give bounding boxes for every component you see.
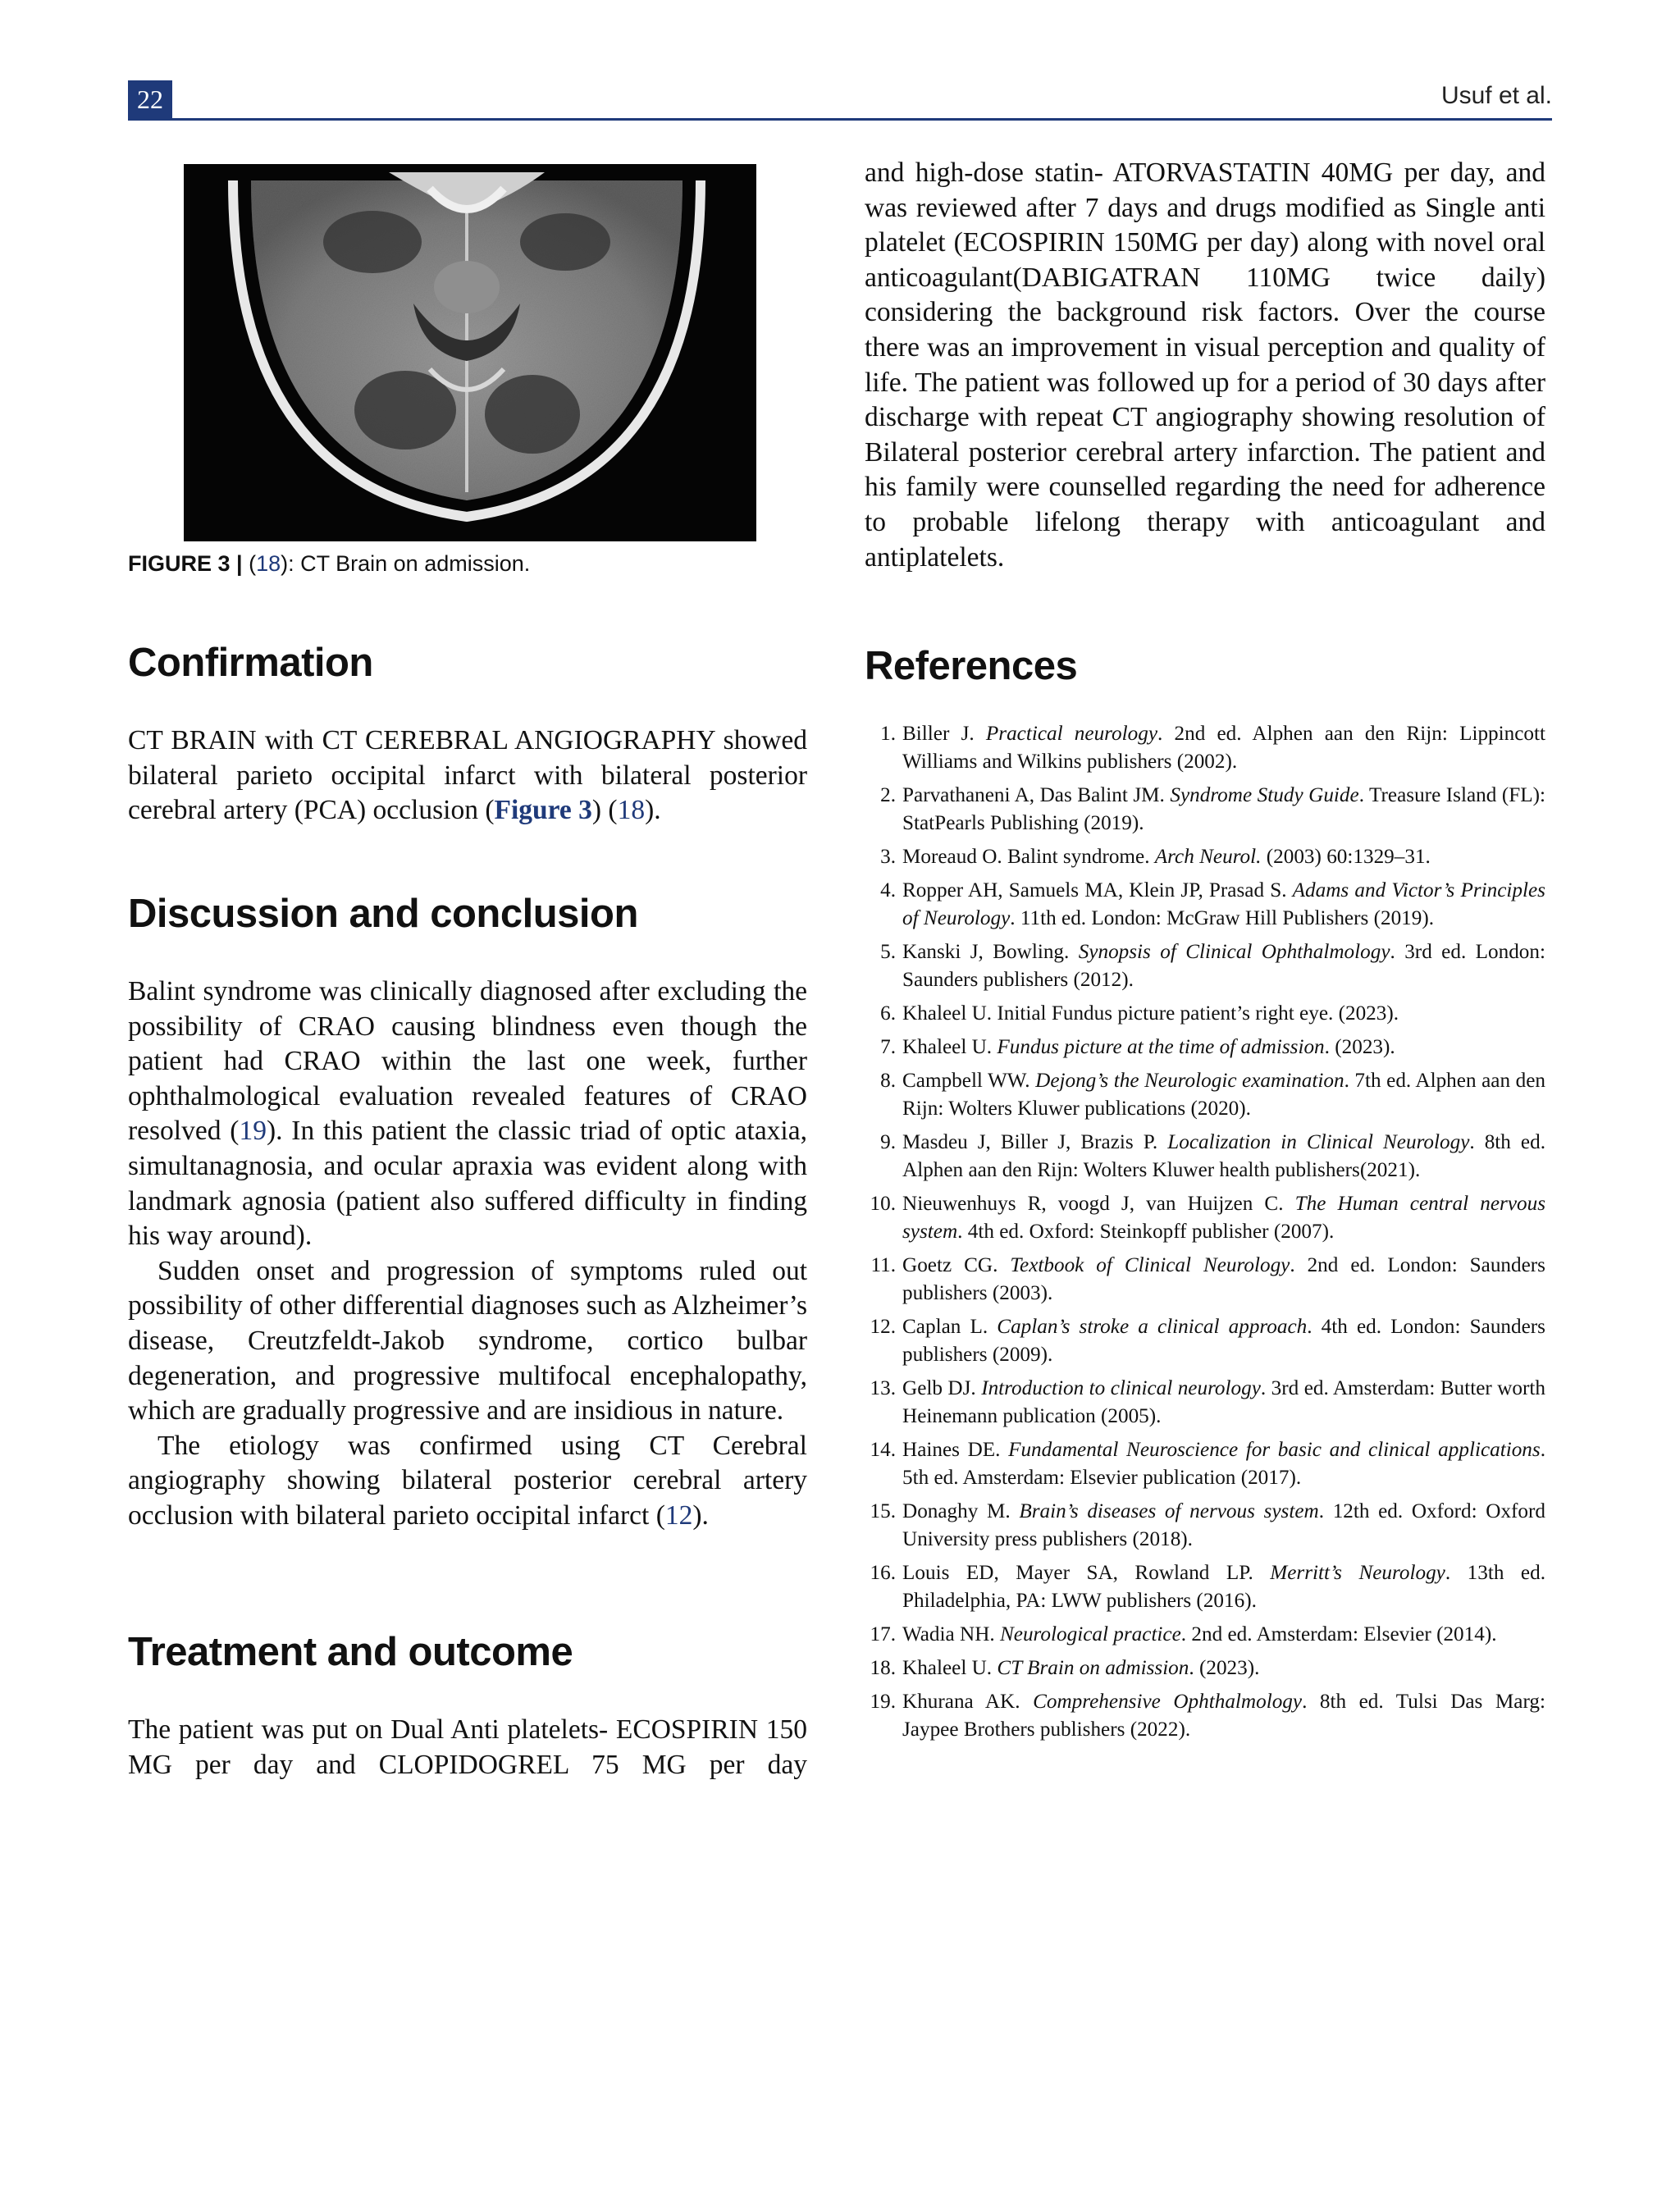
reference-details: (2003) 60:1329–31. bbox=[1261, 846, 1431, 868]
reference-item bbox=[865, 1313, 1545, 1369]
reference-text: Khaleel U. bbox=[902, 1657, 998, 1679]
reference-number: 17. bbox=[870, 1623, 896, 1645]
reference-title: Fundus picture at the time of admission bbox=[997, 1036, 1325, 1058]
reference-text: Goetz CG. bbox=[902, 1254, 1011, 1276]
reference-text: Khaleel U. bbox=[902, 1036, 998, 1058]
caption-ref-link[interactable]: 18 bbox=[256, 551, 281, 576]
reference-title: Synopsis of Clinical Ophthalmology bbox=[1078, 941, 1390, 963]
reference-number: 14. bbox=[870, 1439, 896, 1461]
caption-label: FIGURE 3 | bbox=[128, 551, 243, 576]
discussion-text-c: The etiology was confirmed using CT Cerebral angiography showing bilateral posterior cerebral artery occlusion with bilateral parieto occipital infarct ( bbox=[128, 1430, 807, 1531]
discussion-paragraph-3 bbox=[128, 1429, 807, 1534]
reference-text: Campbell WW. bbox=[902, 1070, 1036, 1092]
reference-details: . 2nd ed. Alphen aan den Rijn: Lippincott Williams and Wilkins publishers (2002). bbox=[902, 723, 1546, 773]
reference-text: Kanski J, Bowling. bbox=[902, 941, 1079, 963]
discussion-paragraph-1 bbox=[128, 974, 807, 1254]
reference-number: 4. bbox=[880, 879, 896, 901]
reference-item bbox=[865, 1129, 1545, 1184]
reference-text: Haines DE. bbox=[902, 1439, 1009, 1461]
reference-text: Gelb DJ. bbox=[902, 1377, 982, 1399]
reference-item bbox=[865, 1375, 1545, 1431]
confirmation-paragraph bbox=[128, 723, 807, 828]
reference-details: . 2nd ed. Amsterdam: Elsevier (2014). bbox=[1180, 1623, 1497, 1645]
reference-text: Caplan L. bbox=[902, 1316, 998, 1338]
reference-title: Syndrome Study Guide bbox=[1170, 784, 1359, 806]
reference-number: 1. bbox=[880, 723, 896, 745]
discussion-text-b: ). In this patient the classic triad of optic ataxia, simultanagnosia, and ocular apraxia was evident along with landmark agnosia (patient also suffered difficulty in finding his way around). bbox=[128, 1116, 807, 1252]
reference-item bbox=[865, 1190, 1545, 1246]
reference-details: . 5th ed. Amsterdam: Elsevier publication (2017). bbox=[902, 1439, 1545, 1489]
reference-title: Adams and Victor’s Principles of Neurology bbox=[902, 879, 1545, 929]
reference-details: . 4th ed. London: Saunders publishers (2009). bbox=[902, 1316, 1545, 1366]
reference-title: The Human central nervous system bbox=[902, 1193, 1545, 1243]
reference-details: . 7th ed. Alphen aan den Rijn: Wolters Kluwer publications (2020). bbox=[902, 1070, 1545, 1120]
reference-details: . 8th ed. Tulsi Das Marg: Jaypee Brothers publishers (2022). bbox=[902, 1691, 1545, 1741]
reference-number: 13. bbox=[870, 1377, 896, 1399]
confirmation-text-c: ). bbox=[645, 795, 661, 826]
reference-title: Introduction to clinical neurology bbox=[981, 1377, 1261, 1399]
reference-item bbox=[865, 1252, 1545, 1308]
reference-title: Merritt’s Neurology bbox=[1270, 1562, 1445, 1584]
reference-number: 10. bbox=[870, 1193, 896, 1215]
reference-details: . 13th ed. Philadelphia, PA: LWW publishers (2016). bbox=[902, 1562, 1545, 1612]
reference-text: Ropper AH, Samuels MA, Klein JP, Prasad S. bbox=[902, 879, 1293, 901]
reference-title: Dejong’s the Neurologic examination bbox=[1035, 1070, 1344, 1092]
reference-text: Masdeu J, Biller J, Brazis P. bbox=[902, 1131, 1168, 1153]
treatment-paragraph-continued: and high-dose statin- ATORVASTATIN 40MG per day, and was reviewed after 7 days and drugs modified as Single anti platelet (ECOSPIRIN 150MG per day) along with novel oral anticoagulant(DABIGATRAN 110MG twice daily) considering the background risk factors. Over the course there was an improvement in visual perception and quality of life. The patient was followed up for a period of 30 days after discharge with repeat CT angiography showing resolution of Bilateral posterior cerebral artery infarction. The patient and his family were counselled regarding the need for adherence to probable lifelong therapy with anticoagulant and antiplatelets. bbox=[865, 157, 1545, 573]
figure-3-link[interactable]: Figure 3 bbox=[494, 795, 592, 826]
reference-number: 16. bbox=[870, 1562, 896, 1584]
reference-number: 18. bbox=[870, 1657, 896, 1679]
page-header bbox=[128, 80, 1552, 121]
reference-text: Khurana AK. bbox=[902, 1691, 1034, 1713]
reference-title: CT Brain on admission bbox=[997, 1657, 1189, 1679]
reference-title: Arch Neurol. bbox=[1154, 846, 1262, 868]
section-title-discussion: Discussion and conclusion bbox=[128, 892, 638, 936]
reference-details: . (2023). bbox=[1324, 1036, 1395, 1058]
reference-item bbox=[865, 938, 1545, 994]
confirmation-text-b: ) ( bbox=[591, 795, 618, 826]
reference-number: 2. bbox=[880, 784, 896, 806]
reference-text: Moreaud O. Balint syndrome. bbox=[902, 846, 1155, 868]
reference-item bbox=[865, 720, 1545, 776]
section-title-confirmation: Confirmation bbox=[128, 641, 373, 685]
reference-item bbox=[865, 877, 1545, 933]
reference-number: 6. bbox=[880, 1002, 896, 1025]
reference-details: . Treasure Island (FL): StatPearls Publishing (2019). bbox=[902, 784, 1545, 834]
reference-title: Comprehensive Ophthalmology bbox=[1033, 1691, 1303, 1713]
reference-details: . 11th ed. London: McGraw Hill Publishers (2019). bbox=[1010, 907, 1435, 929]
reference-number: 11. bbox=[870, 1254, 896, 1276]
reference-number: 8. bbox=[880, 1070, 896, 1092]
discussion-text-d: ). bbox=[692, 1499, 709, 1531]
reference-number: 3. bbox=[880, 846, 896, 868]
discussion-text-a: Balint syndrome was clinically diagnosed after excluding the possibility of CRAO causing blindness even though the patient had CRAO within the last one week, further ophthalmological evaluation revealed features of CRAO resolved ( bbox=[128, 976, 807, 1147]
reference-text: Biller J. bbox=[902, 723, 986, 745]
reference-title: Localization in Clinical Neurology bbox=[1167, 1131, 1470, 1153]
reference-text: Wadia NH. bbox=[902, 1623, 1000, 1645]
reference-title: Practical neurology bbox=[985, 723, 1158, 745]
reference-text: Louis ED, Mayer SA, Rowland LP. bbox=[902, 1562, 1271, 1584]
reference-item bbox=[865, 1034, 1545, 1061]
ref-18-link[interactable]: 18 bbox=[617, 795, 646, 826]
confirmation-text-a: CT BRAIN with CT CEREBRAL ANGIOGRAPHY showed bilateral parieto occipital infarct with bilateral posterior cerebral artery (PCA) occlusion ( bbox=[128, 725, 807, 826]
caption-text: ): CT Brain on admission. bbox=[281, 551, 531, 576]
figure-caption: FIGURE 3 | (18): CT Brain on admission. bbox=[128, 551, 531, 576]
reference-item bbox=[865, 843, 1545, 871]
ref-12-link[interactable]: 12 bbox=[664, 1499, 693, 1531]
reference-details: . 2nd ed. London: Saunders publishers (2003). bbox=[902, 1254, 1545, 1304]
treatment-paragraph-start: The patient was put on Dual Anti platelets- ECOSPIRIN 150 MG per day and CLOPIDOGREL 75 MG per day bbox=[128, 1714, 807, 1780]
reference-title: Brain’s diseases of nervous system bbox=[1019, 1500, 1319, 1522]
reference-item bbox=[865, 1621, 1545, 1649]
reference-details: . 3rd ed. Amsterdam: Butter worth Heinemann publication (2005). bbox=[902, 1377, 1546, 1427]
reference-title: Fundamental Neuroscience for basic and clinical applications bbox=[1008, 1439, 1541, 1461]
page-number: 22 bbox=[128, 80, 172, 118]
reference-number: 7. bbox=[880, 1036, 896, 1058]
reference-text: Donaghy M. bbox=[902, 1500, 1020, 1522]
reference-details: . 8th ed. Alphen aan den Rijn: Wolters Kluwer health publishers(2021). bbox=[902, 1131, 1545, 1181]
reference-item bbox=[865, 1498, 1545, 1554]
references-list bbox=[865, 720, 1545, 1750]
ct-scan-illustration bbox=[184, 164, 756, 541]
reference-number: 9. bbox=[880, 1131, 896, 1153]
discussion-paragraph-2: Sudden onset and progression of symptoms ruled out possibility of other differential diagnoses such as Alzheimer’s disease, Creutzfeldt-Jakob syndrome, cortico bulbar degeneration, and progressive multifocal encephalopathy, which are gradually progressive and are insidious in nature. bbox=[128, 1255, 807, 1426]
reference-number: 15. bbox=[870, 1500, 896, 1522]
reference-number: 19. bbox=[870, 1691, 896, 1713]
reference-item bbox=[865, 1067, 1545, 1123]
discussion-body bbox=[128, 974, 807, 1534]
reference-text: Khaleel U. Initial Fundus picture patient’s right eye. (2023). bbox=[902, 1002, 1399, 1025]
reference-title: Caplan’s stroke a clinical approach bbox=[997, 1316, 1308, 1338]
running-title: Usuf et al. bbox=[1440, 82, 1552, 109]
reference-details: . 3rd ed. London: Saunders publishers (2012). bbox=[902, 941, 1545, 991]
reference-title: Neurological practice bbox=[999, 1623, 1181, 1645]
reference-number: 5. bbox=[880, 941, 896, 963]
reference-title: Textbook of Clinical Neurology bbox=[1010, 1254, 1290, 1276]
reference-text: Nieuwenhuys R, voogd J, van Huijzen C. bbox=[902, 1193, 1295, 1215]
reference-details: . 4th ed. Oxford: Steinkopff publisher (2007). bbox=[957, 1221, 1335, 1243]
reference-item bbox=[865, 1000, 1545, 1028]
reference-item bbox=[865, 1688, 1545, 1744]
reference-item bbox=[865, 1559, 1545, 1615]
reference-details: . (2023). bbox=[1189, 1657, 1260, 1679]
section-title-treatment: Treatment and outcome bbox=[128, 1630, 573, 1674]
ct-brain-image bbox=[184, 164, 756, 541]
section-title-references: References bbox=[865, 644, 1078, 688]
reference-item bbox=[865, 782, 1545, 838]
reference-text: Parvathaneni A, Das Balint JM. bbox=[902, 784, 1171, 806]
reference-details: . 12th ed. Oxford: Oxford University press publishers (2018). bbox=[902, 1500, 1545, 1550]
reference-number: 12. bbox=[870, 1316, 896, 1338]
ref-19-link[interactable]: 19 bbox=[239, 1116, 267, 1147]
reference-item bbox=[865, 1436, 1545, 1492]
reference-item bbox=[865, 1655, 1545, 1682]
